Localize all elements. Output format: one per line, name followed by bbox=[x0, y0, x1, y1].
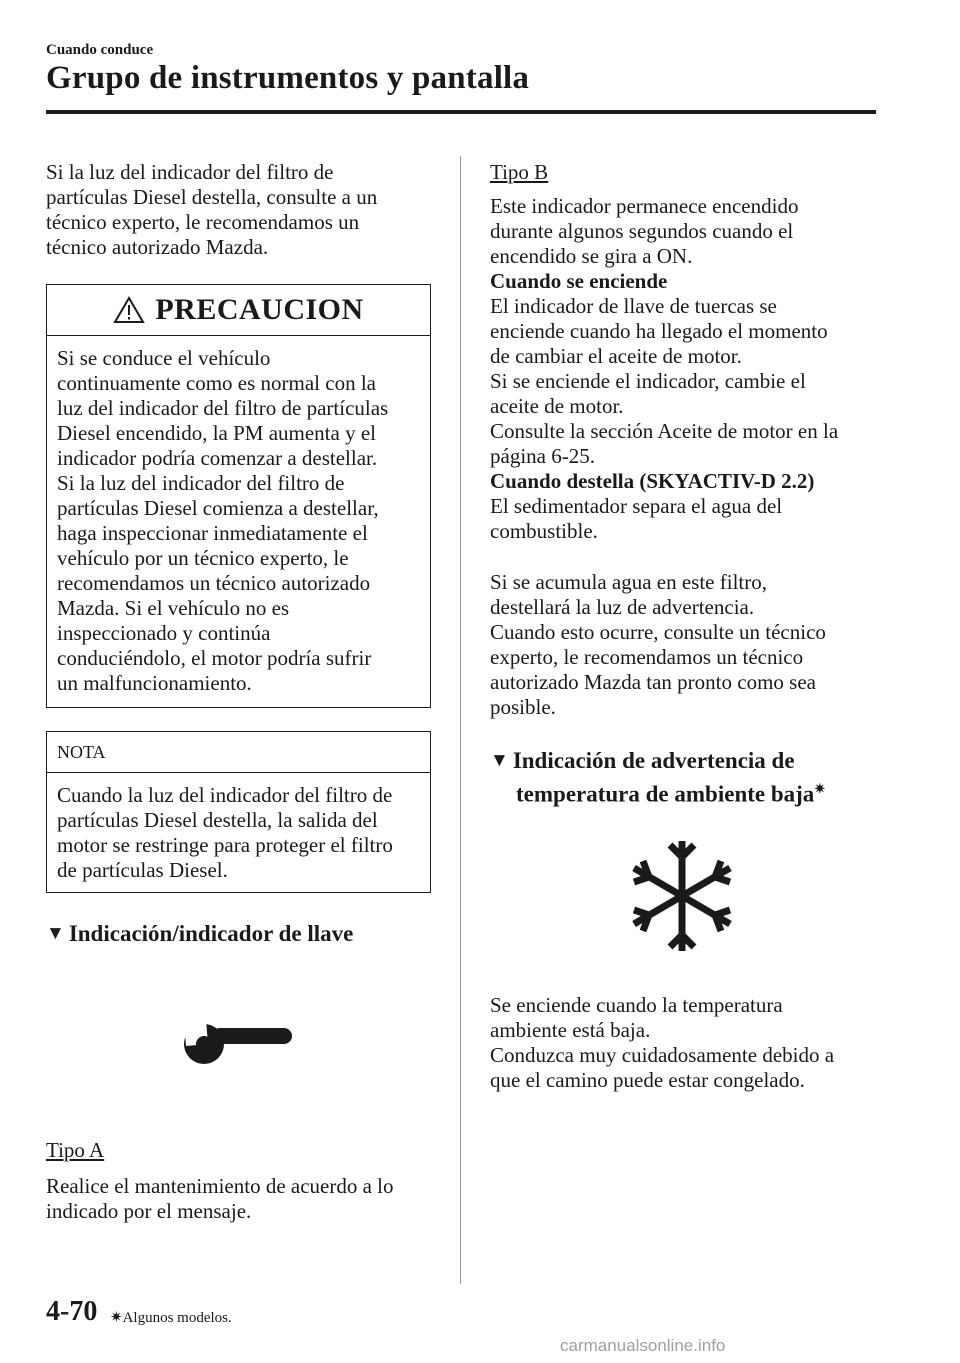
warning-triangle-icon bbox=[113, 296, 145, 324]
section-label: Cuando conduce bbox=[46, 42, 154, 58]
star-marker: ✷ bbox=[110, 1310, 123, 1326]
triangle-bullet-icon: ▼ bbox=[46, 923, 65, 944]
nota-header: NOTA bbox=[47, 732, 430, 773]
tipo-b-block: Este indicador permanece encendido durante algunos segundos cuando el encendido se gira a ON. Cuando se enciende El indicador de llave de tuercas se enciende cuando ha llegado el momento de cambiar el aceite de motor. Si se enciende el indicador, cambie el aceite de motor. Consulte la sección Aceite de motor en la página 6-25. Cuando destella (SKYACTIV-D 2.2) El sedimentador separa el agua del combustible. bbox=[490, 194, 880, 544]
column-divider bbox=[460, 156, 461, 1284]
header-rule bbox=[46, 110, 876, 114]
cuando-enciende-subheading: Cuando se enciende bbox=[490, 269, 668, 293]
snowflake-icon bbox=[623, 837, 741, 955]
agua-paragraph: Si se acumula agua en este filtro, destellará la luz de advertencia. Cuando esto ocurre, consulte un técnico experto, le recomendamos un técnico autorizado Mazda tan pronto como sea posible. bbox=[490, 570, 826, 719]
intro-paragraph: Si la luz del indicador del filtro de partículas Diesel destella, consulte a un técnico experto, le recomendamos un técnico autorizado Mazda. bbox=[46, 160, 378, 259]
precaucion-header bbox=[47, 285, 430, 336]
page-title: Grupo de instrumentos y pantalla bbox=[46, 60, 530, 96]
tipo-a-label: Tipo A bbox=[46, 1138, 105, 1162]
cuando-destella-subheading: Cuando destella (SKYACTIV-D 2.2) bbox=[490, 469, 815, 493]
nota-box bbox=[46, 731, 431, 893]
tipo-a-text: Realice el mantenimiento de acuerdo a lo indicado por el mensaje. bbox=[46, 1174, 394, 1223]
heading-temperatura: ▼ Indicación de advertencia de temperatura de ambiente baja✷ bbox=[490, 748, 826, 807]
watermark-text: carmanualsonline.info bbox=[560, 1336, 726, 1355]
wrench-icon bbox=[178, 1010, 296, 1070]
precaucion-body: Si se conduce el vehículo continuamente como es normal con la luz del indicador del filtro de partículas Diesel encendido, la PM aumenta y el indicador podría comenzar a destellar. Si la luz del indicador del filtro de partículas Diesel comienza a destellar, haga inspeccionar inmediatamente el vehículo por un técnico experto, le recomendamos un técnico autorizado Mazda. Si el vehículo no es inspeccionado y continúa conduciéndolo, el motor podría sufrir un malfuncionamiento. bbox=[57, 346, 389, 695]
page-number: 4-70 bbox=[46, 1296, 98, 1327]
precaucion-box bbox=[46, 284, 431, 708]
heading-llave: ▼ Indicación/indicador de llave bbox=[46, 921, 354, 946]
star-marker: ✷ bbox=[814, 781, 826, 796]
footnote: ✷Algunos modelos. bbox=[110, 1310, 232, 1326]
precaucion-title: PRECAUCION bbox=[155, 293, 364, 326]
triangle-bullet-icon: ▼ bbox=[490, 750, 509, 771]
temp-paragraph: Se enciende cuando la temperatura ambiente está baja. Conduzca muy cuidadosamente debido a que el camino puede estar congelado. bbox=[490, 993, 835, 1092]
tipo-b-label: Tipo B bbox=[490, 160, 549, 184]
nota-body: Cuando la luz del indicador del filtro de partículas Diesel destella, la salida del motor se restringe para proteger el filtro de partículas Diesel. bbox=[57, 783, 393, 882]
